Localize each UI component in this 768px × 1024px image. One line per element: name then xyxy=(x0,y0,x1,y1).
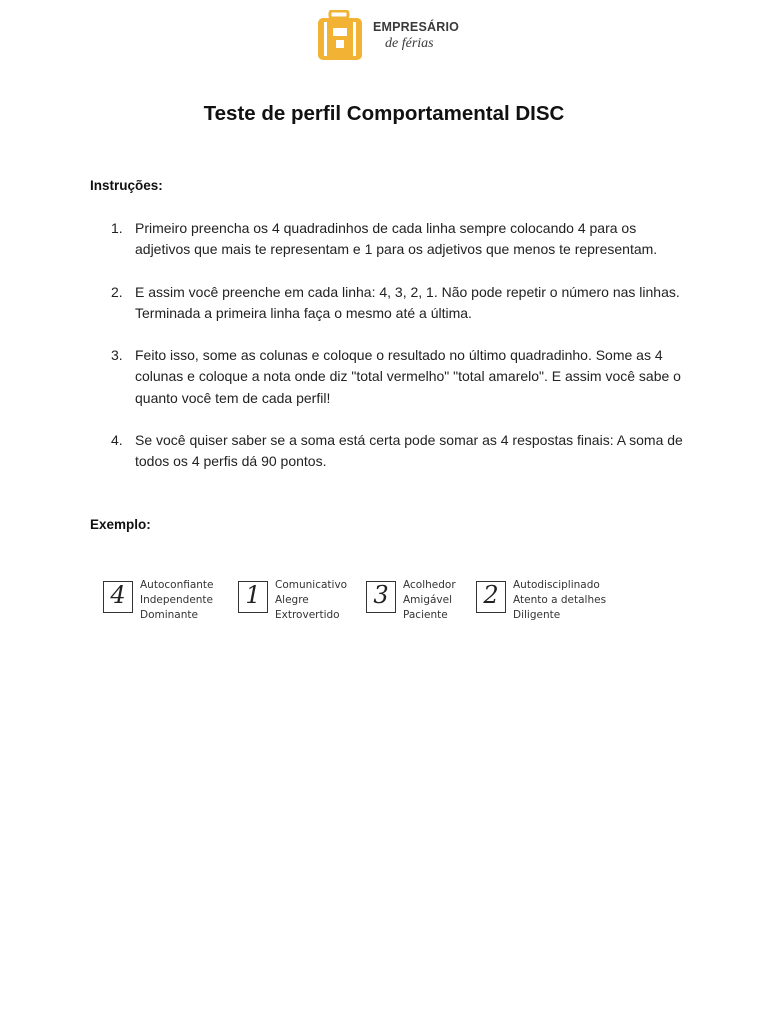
adjective: Independente xyxy=(140,594,214,606)
adjective-list xyxy=(275,578,347,623)
instructions-label: Instruções: xyxy=(90,178,163,193)
brand-logo xyxy=(313,8,463,62)
adjective: Autoconfiante xyxy=(140,579,214,591)
page-title: Teste de perfil Comportamental DISC xyxy=(203,102,565,125)
adjective-list xyxy=(140,578,214,623)
instruction-text: Feito isso, some as colunas e coloque o resultado no último quadradinho. Some as 4 colunas e coloque a nota onde diz "total vermelho" "total amarelo". E assim você sabe o quanto você tem de cada perfil! xyxy=(135,347,681,406)
instruction-text: Primeiro preencha os 4 quadradinhos de cada linha sempre colocando 4 para os adjetivos que mais te representam e 1 para os adjetivos que menos te representam. xyxy=(135,220,658,258)
adjective: Dominante xyxy=(140,609,198,621)
brand-name: EMPRESÁRIO xyxy=(373,20,460,34)
instruction-item xyxy=(90,282,690,325)
instruction-item xyxy=(90,345,690,409)
instruction-item xyxy=(90,430,690,473)
adjective: Alegre xyxy=(275,594,309,606)
adjective: Atento a detalhes xyxy=(513,594,607,606)
instruction-number: 3. xyxy=(111,347,123,364)
score-value: 3 xyxy=(373,581,389,609)
score-value: 1 xyxy=(245,581,261,609)
score-value: 2 xyxy=(483,581,499,609)
example-label: Exemplo: xyxy=(90,517,151,532)
adjective: Acolhedor xyxy=(403,579,456,591)
instruction-number: 4. xyxy=(111,432,123,449)
example-row xyxy=(103,578,623,628)
adjective-list xyxy=(513,578,606,623)
brand-tagline: de férias xyxy=(385,36,434,51)
adjective: Amigável xyxy=(403,594,453,606)
adjective: Paciente xyxy=(403,609,448,621)
adjective-list xyxy=(403,578,456,623)
adjective: Comunicativo xyxy=(275,579,348,591)
instructions-list xyxy=(90,218,690,494)
adjective: Diligente xyxy=(513,609,561,621)
instruction-item xyxy=(90,218,690,261)
instruction-text: E assim você preenche em cada linha: 4, 3, 2, 1. Não pode repetir o número nas linhas. Terminada a primeira linha faça o mesmo até a última. xyxy=(135,283,680,321)
adjective: Extrovertido xyxy=(275,609,340,621)
instruction-number: 1. xyxy=(111,220,123,236)
instruction-number: 2. xyxy=(111,283,123,300)
suitcase-icon xyxy=(316,10,370,62)
adjective: Autodisciplinado xyxy=(513,579,600,591)
instruction-text: Se você quiser saber se a soma está certa pode somar as 4 respostas finais: A soma de todos os 4 perfis dá 90 pontos. xyxy=(135,432,683,470)
score-value: 4 xyxy=(110,581,126,609)
